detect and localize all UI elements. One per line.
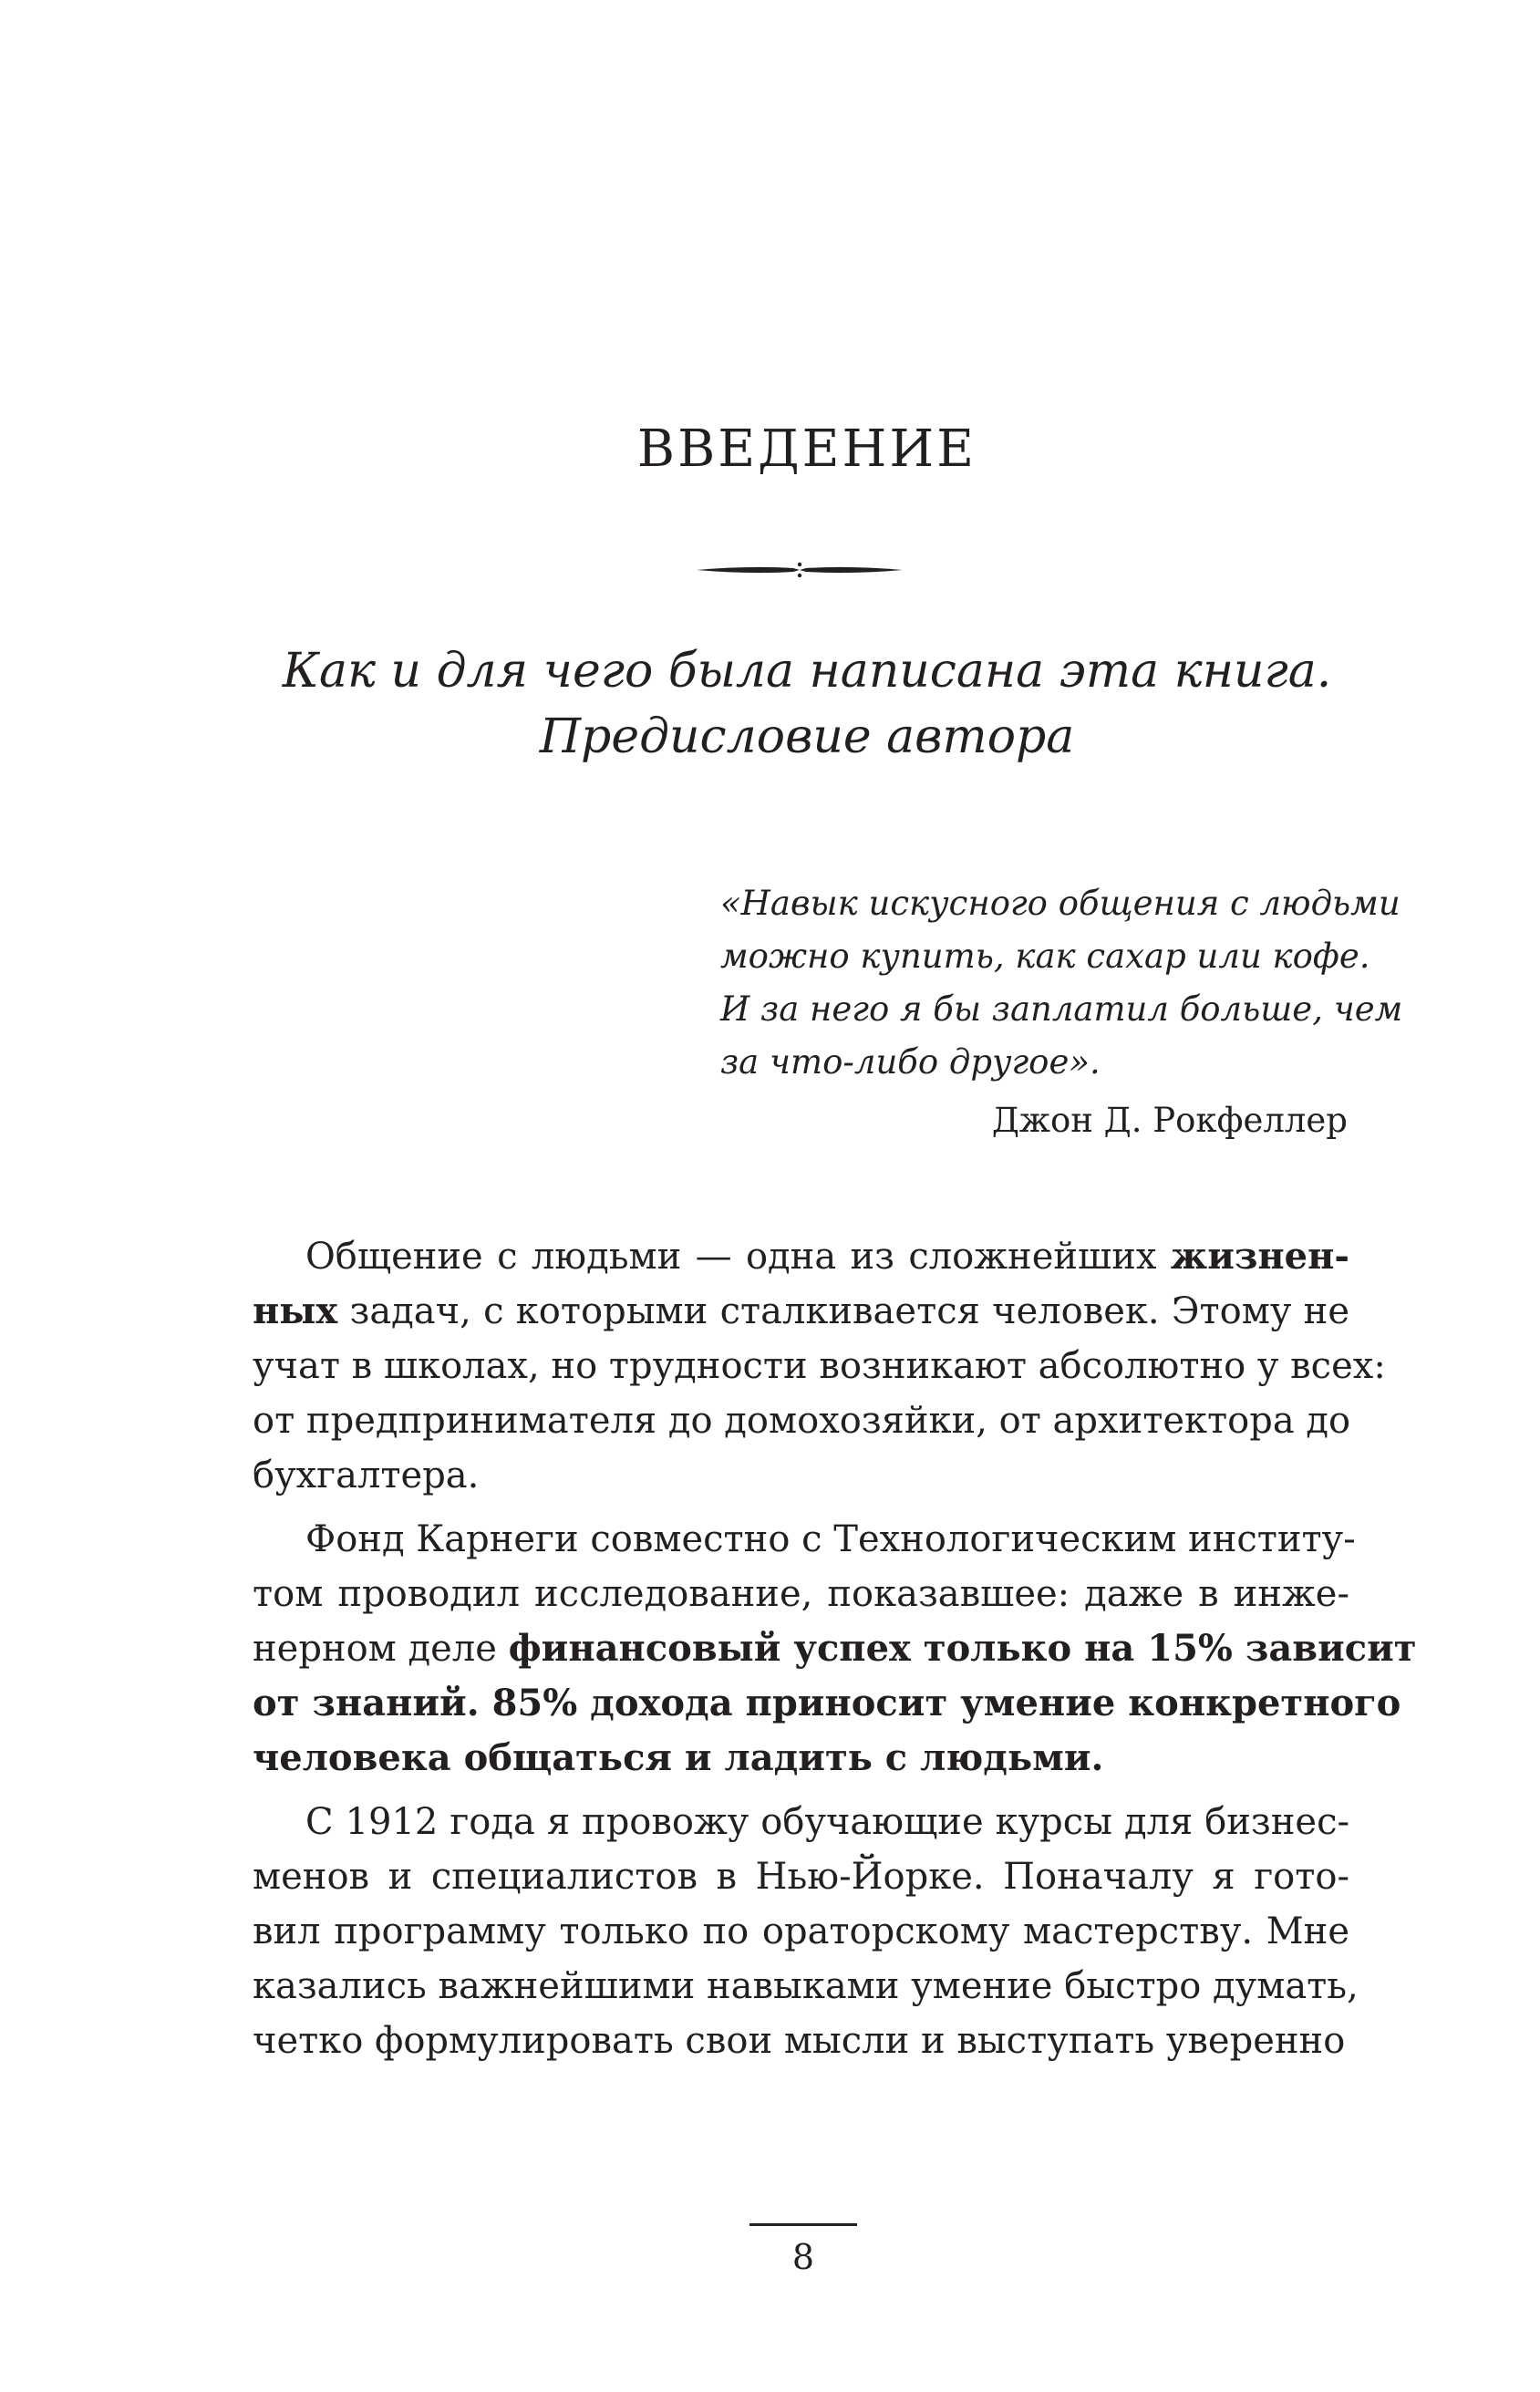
text-line [253, 1339, 1386, 1393]
text-run: менов и специалистов в Нью-Йорке. Поначалу я гото- [253, 1856, 1349, 1898]
text-line [253, 1904, 1349, 1959]
chapter-heading: ВВЕДЕНИЕ [636, 419, 977, 479]
text-run: учат в школах, но трудности возникают абсолютно у всех: [253, 1345, 1386, 1387]
text-line [253, 1393, 1349, 1448]
paragraph [253, 1512, 1417, 1786]
bold-text: от знаний. 85% дохода приносит умение конкретного [253, 1682, 1401, 1724]
text-line [253, 1229, 1349, 1284]
text-line [253, 1731, 1349, 1786]
epigraph-line: за что-либо другое». [720, 1042, 1101, 1082]
subtitle-line-2: Предисловие автора [539, 709, 1075, 764]
paragraph [253, 1795, 1359, 2068]
text-line [253, 1959, 1359, 2014]
text-run: нерном деле [253, 1628, 509, 1670]
ornament-divider-icon [695, 556, 904, 584]
body-text [253, 1229, 1417, 2077]
text-run: четко формулировать свои мысли и выступать уверенно [253, 2020, 1346, 2062]
text-run: задач, с которыми сталкивается человек. Этому не [337, 1290, 1349, 1332]
text-line [253, 1512, 1356, 1567]
bold-text: ных [253, 1289, 338, 1332]
text-run: том проводил исследование, показавшее: даже в инже- [253, 1573, 1349, 1615]
epigraph-line: «Навык искусного общения с людьми [720, 884, 1400, 923]
epigraph-line: И за него я бы заплатил больше, чем [720, 989, 1403, 1029]
text-line [253, 1621, 1417, 1676]
text-run: С 1912 года я провожу обучающие курсы для бизнес- [305, 1801, 1349, 1843]
chapter-subtitle [0, 638, 1540, 770]
epigraph-author: Джон Д. Рокфеллер [991, 1101, 1348, 1140]
text-run: бухгалтера. [253, 1455, 480, 1496]
text-run: Общение с людьми — одна из сложнейших [305, 1236, 1171, 1278]
bold-text: человека общаться и ладить с людьми. [253, 1736, 1104, 1779]
epigraph-quote [720, 877, 1403, 1089]
page-number: 8 [791, 2237, 815, 2277]
paragraph [253, 1229, 1386, 1503]
bold-text: финансовый успех только на 15% зависит [508, 1627, 1417, 1670]
text-line [253, 1284, 1349, 1339]
text-line [253, 1448, 1349, 1503]
subtitle-line-1: Как и для чего была написана эта книга. [282, 644, 1332, 699]
text-line [253, 2014, 1349, 2068]
text-run: казались важнейшими навыками умение быстро думать, [253, 1965, 1359, 2007]
text-line [253, 1795, 1349, 1849]
bold-text: жизнен- [1170, 1235, 1349, 1278]
text-run: Фонд Карнеги совместно с Технологическим институ- [305, 1518, 1356, 1560]
text-line [253, 1676, 1401, 1731]
epigraph-line: можно купить, как сахар или кофе. [720, 937, 1370, 976]
text-line [253, 1567, 1349, 1621]
text-run: вил программу только по ораторскому мастерству. Мне [253, 1910, 1349, 1952]
text-run: от предпринимателя до домохозяйки, от архитектора до [253, 1400, 1351, 1442]
footer-rule [749, 2223, 857, 2226]
text-line [253, 1849, 1349, 1904]
epigraph [720, 877, 1403, 1147]
